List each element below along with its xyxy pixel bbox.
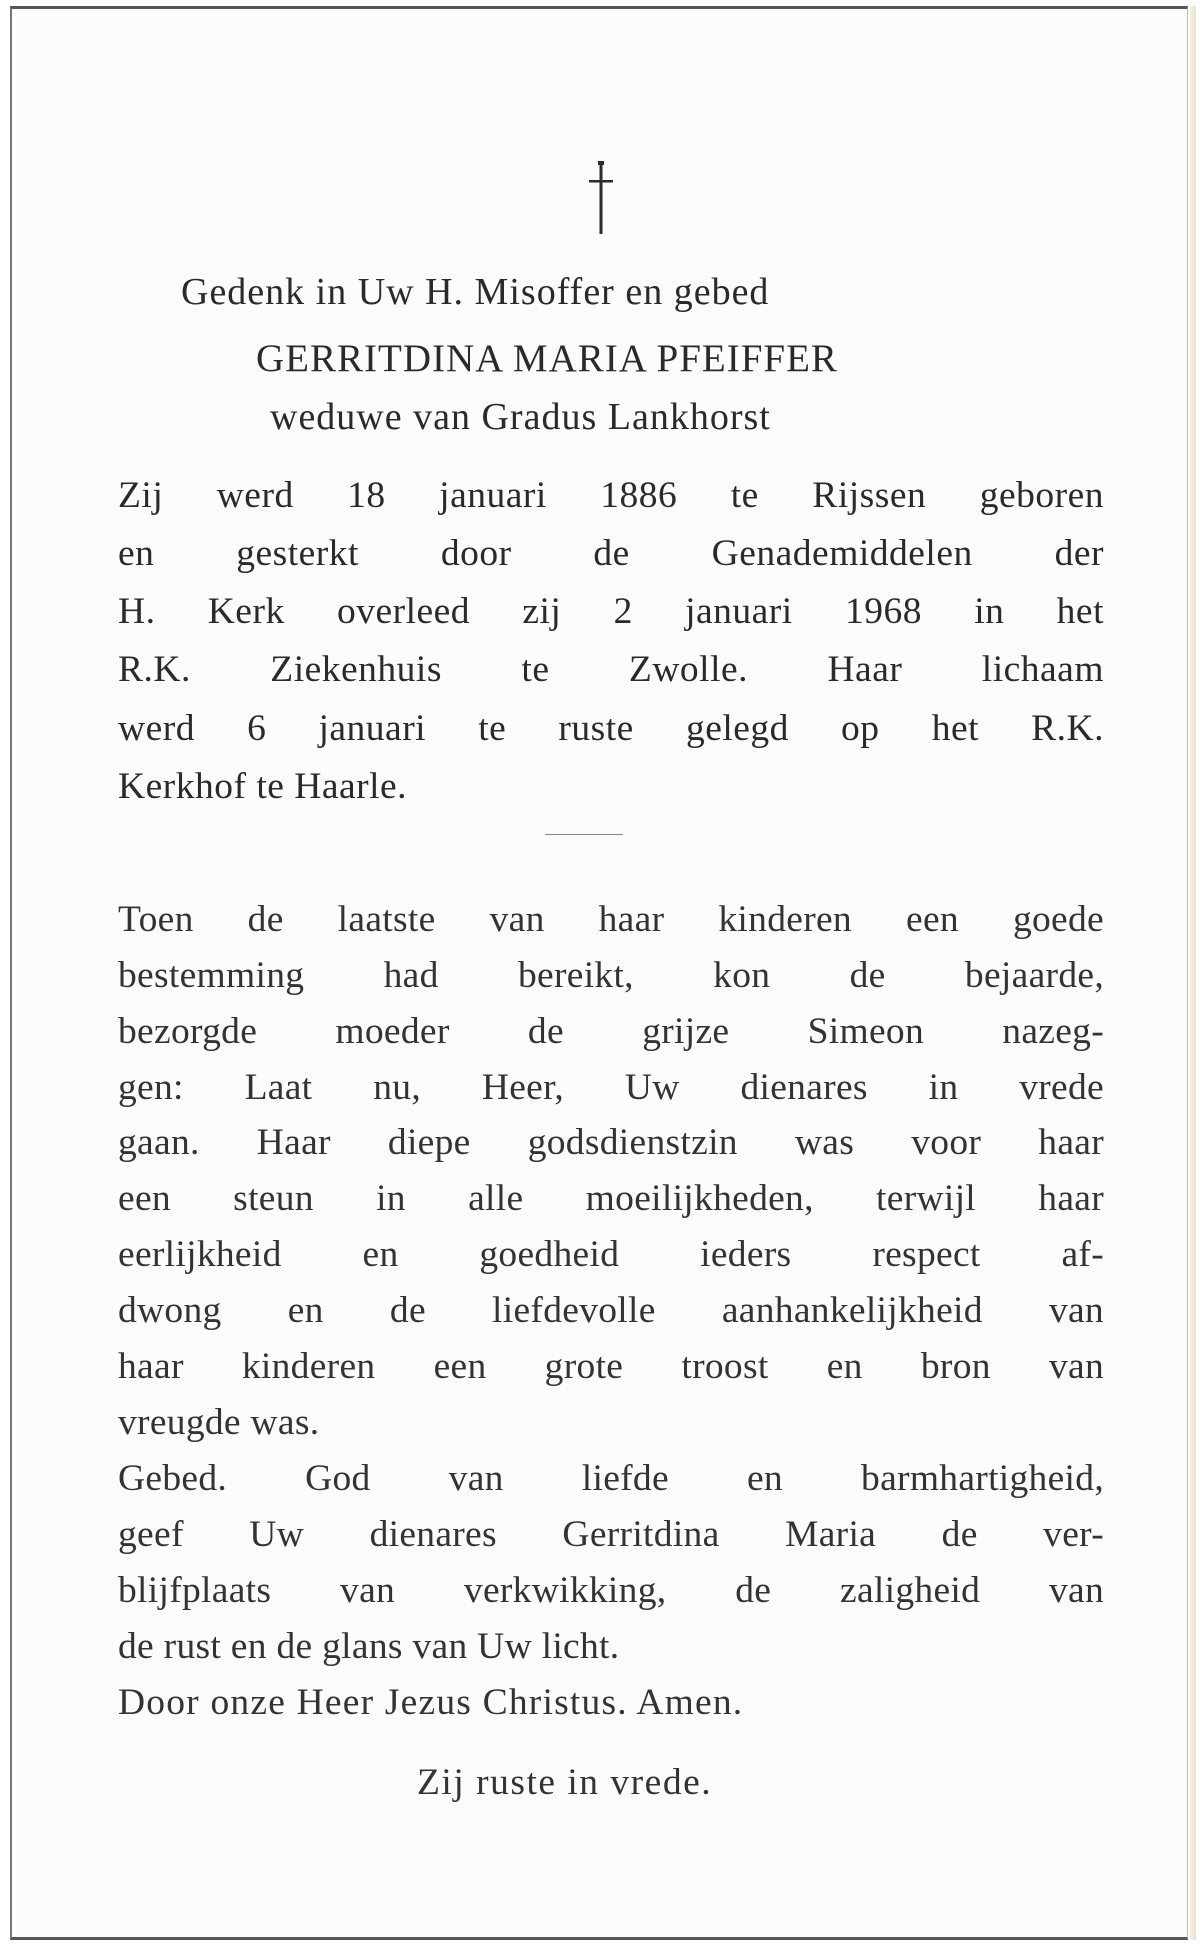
prayer-line: geef Uw dienares Gerritdina Maria de ver- [118,1514,1104,1555]
tribute-line: Toen de laatste van haar kinderen een goede [118,899,1104,940]
cross-icon [586,160,616,236]
biography-line: H. Kerk overleed zij 2 januari 1968 in het [118,591,1104,632]
biography-line: en gesterkt door de Genademiddelen der [118,533,1104,574]
tribute-line: eerlijkheid en goedheid ieders respect af- [118,1234,1104,1275]
tribute-line: gaan. Haar diepe godsdienstzin was voor haar [118,1122,1104,1163]
tribute-line: vreugde was. [118,1402,320,1443]
biography-line: Kerkhof te Haarle. [118,766,408,807]
biography-line: werd 6 januari te ruste gelegd op het R.K. [118,708,1104,749]
prayer-line: de rust en de glans van Uw licht. [118,1626,620,1667]
biography-line: R.K. Ziekenhuis te Zwolle. Haar lichaam [118,649,1104,690]
prayer-line: Gebed. God van liefde en barmhartigheid, [118,1458,1104,1499]
tribute-line: bezorgde moeder de grijze Simeon nazeg- [118,1011,1104,1052]
tribute-line: een steun in alle moeilijkheden, terwijl haar [118,1178,1104,1219]
biography-line: Zij werd 18 januari 1886 te Rijssen geboren [118,475,1104,516]
relation: weduwe van Gradus Lankhorst [270,396,771,438]
tribute-line: bestemming had bereikt, kon de bejaarde, [118,955,1104,996]
invocation: Gedenk in Uw H. Misoffer en gebed [181,271,770,313]
closing-line: Zij ruste in vrede. [417,1762,713,1803]
tribute-line: gen: Laat nu, Heer, Uw dienares in vrede [118,1067,1104,1108]
prayer-line: Door onze Heer Jezus Christus. Amen. [118,1682,744,1723]
card-edge [1190,6,1196,1940]
tribute-line: haar kinderen een grote troost en bron van [118,1346,1104,1387]
deceased-name: GERRITDINA MARIA PFEIFFER [256,337,838,380]
prayer-line: blijfplaats van verkwikking, de zaligheid van [118,1570,1104,1611]
separator-line [545,834,623,835]
tribute-line: dwong en de liefdevolle aanhankelijkheid van [118,1290,1104,1331]
